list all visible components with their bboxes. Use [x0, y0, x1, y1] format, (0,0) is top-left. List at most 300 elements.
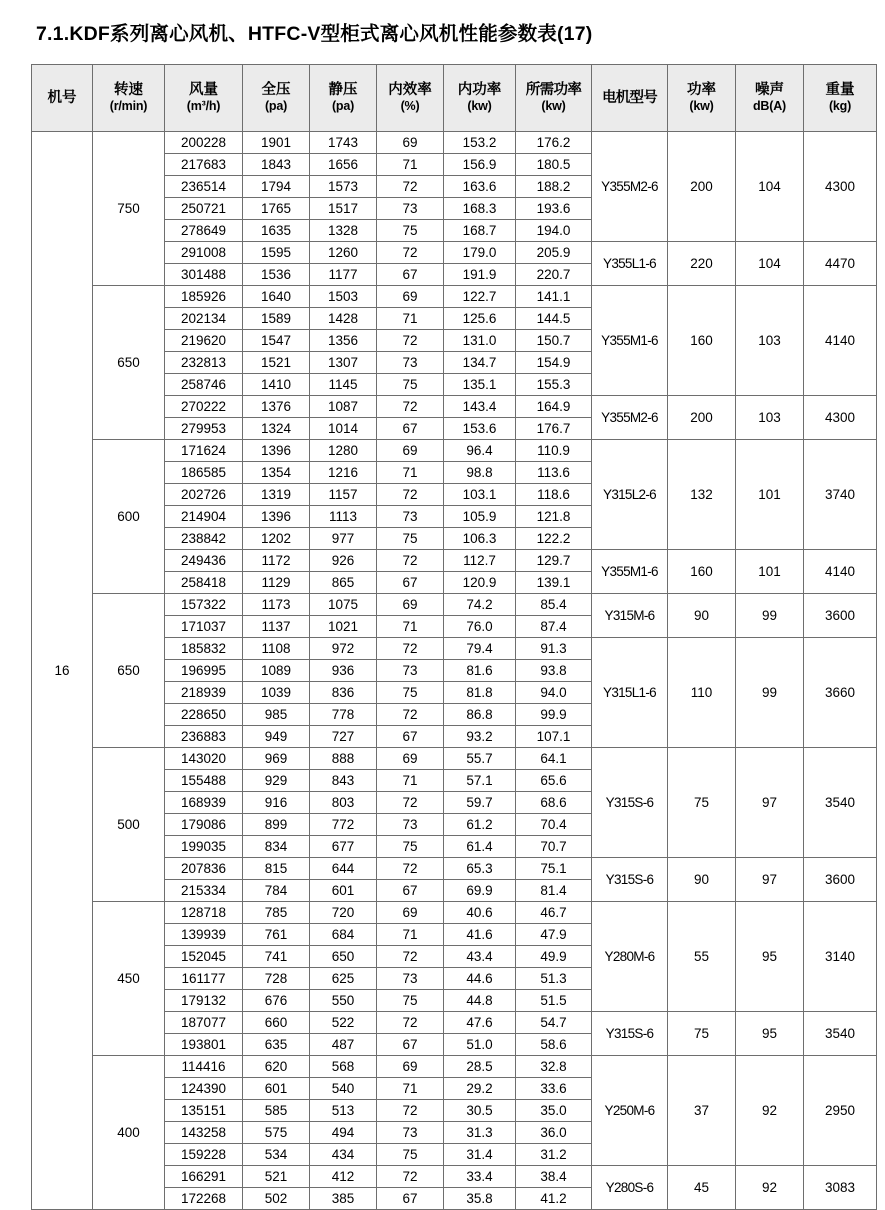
- column-header-6: [377, 65, 444, 132]
- rotation-speed-cell: 600: [93, 440, 165, 594]
- efficiency-cell: 67: [377, 880, 444, 902]
- motor-power-cell: 55: [668, 902, 736, 1012]
- inner-power-cell: 106.3: [444, 528, 516, 550]
- air-volume-cell: 157322: [165, 594, 243, 616]
- inner-power-cell: 93.2: [444, 726, 516, 748]
- total-pressure-cell: 1595: [243, 242, 310, 264]
- required-power-cell: 220.7: [516, 264, 592, 286]
- air-volume-cell: 179132: [165, 990, 243, 1012]
- static-pressure-cell: 1428: [310, 308, 377, 330]
- total-pressure-cell: 1901: [243, 132, 310, 154]
- column-header-unit: (kw): [467, 99, 492, 114]
- inner-power-cell: 131.0: [444, 330, 516, 352]
- total-pressure-cell: 785: [243, 902, 310, 924]
- total-pressure-cell: 676: [243, 990, 310, 1012]
- efficiency-cell: 69: [377, 286, 444, 308]
- efficiency-cell: 69: [377, 132, 444, 154]
- static-pressure-cell: 865: [310, 572, 377, 594]
- air-volume-cell: 250721: [165, 198, 243, 220]
- required-power-cell: 94.0: [516, 682, 592, 704]
- static-pressure-cell: 1356: [310, 330, 377, 352]
- efficiency-cell: 72: [377, 1166, 444, 1188]
- inner-power-cell: 81.6: [444, 660, 516, 682]
- air-volume-cell: 278649: [165, 220, 243, 242]
- weight-cell: 3083: [804, 1166, 877, 1210]
- motor-model-cell: Y315S-6: [592, 858, 668, 902]
- column-header-3: [165, 65, 243, 132]
- motor-power-cell: 45: [668, 1166, 736, 1210]
- efficiency-cell: 67: [377, 418, 444, 440]
- weight-cell: 4470: [804, 242, 877, 286]
- air-volume-cell: 236514: [165, 176, 243, 198]
- total-pressure-cell: 1137: [243, 616, 310, 638]
- efficiency-cell: 75: [377, 374, 444, 396]
- inner-power-cell: 122.7: [444, 286, 516, 308]
- static-pressure-cell: 1177: [310, 264, 377, 286]
- air-volume-cell: 155488: [165, 770, 243, 792]
- weight-cell: 3540: [804, 1012, 877, 1056]
- weight-cell: 3660: [804, 638, 877, 748]
- static-pressure-cell: 625: [310, 968, 377, 990]
- total-pressure-cell: 784: [243, 880, 310, 902]
- table-row: [32, 1056, 877, 1078]
- required-power-cell: 113.6: [516, 462, 592, 484]
- required-power-cell: 193.6: [516, 198, 592, 220]
- air-volume-cell: 219620: [165, 330, 243, 352]
- air-volume-cell: 249436: [165, 550, 243, 572]
- air-volume-cell: 168939: [165, 792, 243, 814]
- efficiency-cell: 72: [377, 484, 444, 506]
- static-pressure-cell: 727: [310, 726, 377, 748]
- required-power-cell: 107.1: [516, 726, 592, 748]
- air-volume-cell: 200228: [165, 132, 243, 154]
- static-pressure-cell: 434: [310, 1144, 377, 1166]
- motor-model-cell: Y355M1-6: [592, 286, 668, 396]
- weight-cell: 2950: [804, 1056, 877, 1166]
- total-pressure-cell: 929: [243, 770, 310, 792]
- required-power-cell: 31.2: [516, 1144, 592, 1166]
- efficiency-cell: 75: [377, 836, 444, 858]
- inner-power-cell: 156.9: [444, 154, 516, 176]
- efficiency-cell: 75: [377, 528, 444, 550]
- air-volume-cell: 179086: [165, 814, 243, 836]
- inner-power-cell: 61.2: [444, 814, 516, 836]
- air-volume-cell: 214904: [165, 506, 243, 528]
- noise-level-cell: 101: [736, 550, 804, 594]
- inner-power-cell: 81.8: [444, 682, 516, 704]
- inner-power-cell: 44.6: [444, 968, 516, 990]
- motor-model-cell: Y355M2-6: [592, 396, 668, 440]
- air-volume-cell: 258746: [165, 374, 243, 396]
- noise-level-cell: 95: [736, 1012, 804, 1056]
- required-power-cell: 33.6: [516, 1078, 592, 1100]
- rotation-speed-cell: 650: [93, 594, 165, 748]
- static-pressure-cell: 1573: [310, 176, 377, 198]
- motor-power-cell: 200: [668, 132, 736, 242]
- column-header-11: [736, 65, 804, 132]
- efficiency-cell: 72: [377, 176, 444, 198]
- required-power-cell: 47.9: [516, 924, 592, 946]
- motor-model-cell: Y355M1-6: [592, 550, 668, 594]
- efficiency-cell: 67: [377, 572, 444, 594]
- inner-power-cell: 153.6: [444, 418, 516, 440]
- required-power-cell: 51.3: [516, 968, 592, 990]
- efficiency-cell: 75: [377, 220, 444, 242]
- column-header-unit: (pa): [331, 99, 355, 114]
- static-pressure-cell: 926: [310, 550, 377, 572]
- total-pressure-cell: 834: [243, 836, 310, 858]
- column-header-4: [243, 65, 310, 132]
- efficiency-cell: 71: [377, 770, 444, 792]
- total-pressure-cell: 635: [243, 1034, 310, 1056]
- total-pressure-cell: 502: [243, 1188, 310, 1210]
- efficiency-cell: 73: [377, 352, 444, 374]
- required-power-cell: 85.4: [516, 594, 592, 616]
- static-pressure-cell: 494: [310, 1122, 377, 1144]
- inner-power-cell: 79.4: [444, 638, 516, 660]
- efficiency-cell: 72: [377, 638, 444, 660]
- static-pressure-cell: 1517: [310, 198, 377, 220]
- column-header-unit: (%): [400, 99, 420, 114]
- column-header-1: [32, 65, 93, 132]
- total-pressure-cell: 899: [243, 814, 310, 836]
- total-pressure-cell: 1547: [243, 330, 310, 352]
- static-pressure-cell: 540: [310, 1078, 377, 1100]
- noise-level-cell: 95: [736, 902, 804, 1012]
- air-volume-cell: 199035: [165, 836, 243, 858]
- air-volume-cell: 166291: [165, 1166, 243, 1188]
- air-volume-cell: 196995: [165, 660, 243, 682]
- weight-cell: 4140: [804, 550, 877, 594]
- column-header-label: 电机型号: [602, 89, 657, 106]
- efficiency-cell: 72: [377, 1100, 444, 1122]
- column-header-unit: dB(A): [752, 99, 786, 114]
- inner-power-cell: 153.2: [444, 132, 516, 154]
- required-power-cell: 194.0: [516, 220, 592, 242]
- inner-power-cell: 31.3: [444, 1122, 516, 1144]
- efficiency-cell: 71: [377, 1078, 444, 1100]
- inner-power-cell: 179.0: [444, 242, 516, 264]
- air-volume-cell: 301488: [165, 264, 243, 286]
- required-power-cell: 180.5: [516, 154, 592, 176]
- inner-power-cell: 30.5: [444, 1100, 516, 1122]
- total-pressure-cell: 1843: [243, 154, 310, 176]
- total-pressure-cell: 1173: [243, 594, 310, 616]
- required-power-cell: 75.1: [516, 858, 592, 880]
- static-pressure-cell: 513: [310, 1100, 377, 1122]
- inner-power-cell: 59.7: [444, 792, 516, 814]
- motor-power-cell: 75: [668, 1012, 736, 1056]
- motor-model-cell: Y355L1-6: [592, 242, 668, 286]
- inner-power-cell: 51.0: [444, 1034, 516, 1056]
- air-volume-cell: 114416: [165, 1056, 243, 1078]
- table-row: [32, 748, 877, 770]
- total-pressure-cell: 1319: [243, 484, 310, 506]
- required-power-cell: 64.1: [516, 748, 592, 770]
- noise-level-cell: 103: [736, 286, 804, 396]
- required-power-cell: 205.9: [516, 242, 592, 264]
- inner-power-cell: 65.3: [444, 858, 516, 880]
- inner-power-cell: 103.1: [444, 484, 516, 506]
- total-pressure-cell: 1410: [243, 374, 310, 396]
- air-volume-cell: 279953: [165, 418, 243, 440]
- total-pressure-cell: 1396: [243, 440, 310, 462]
- static-pressure-cell: 772: [310, 814, 377, 836]
- column-header-unit: (kw): [689, 99, 714, 114]
- total-pressure-cell: 969: [243, 748, 310, 770]
- total-pressure-cell: 1376: [243, 396, 310, 418]
- motor-model-cell: Y355M2-6: [592, 132, 668, 242]
- inner-power-cell: 28.5: [444, 1056, 516, 1078]
- efficiency-cell: 73: [377, 506, 444, 528]
- efficiency-cell: 67: [377, 1188, 444, 1210]
- inner-power-cell: 69.9: [444, 880, 516, 902]
- static-pressure-cell: 522: [310, 1012, 377, 1034]
- required-power-cell: 36.0: [516, 1122, 592, 1144]
- efficiency-cell: 73: [377, 198, 444, 220]
- weight-cell: 4140: [804, 286, 877, 396]
- inner-power-cell: 134.7: [444, 352, 516, 374]
- static-pressure-cell: 843: [310, 770, 377, 792]
- inner-power-cell: 40.6: [444, 902, 516, 924]
- weight-cell: 3540: [804, 748, 877, 858]
- table-row: [32, 132, 877, 154]
- static-pressure-cell: 412: [310, 1166, 377, 1188]
- machine-number-cell: 16: [32, 132, 93, 1210]
- static-pressure-cell: 977: [310, 528, 377, 550]
- total-pressure-cell: 660: [243, 1012, 310, 1034]
- motor-model-cell: Y280M-6: [592, 902, 668, 1012]
- required-power-cell: 141.1: [516, 286, 592, 308]
- inner-power-cell: 86.8: [444, 704, 516, 726]
- rotation-speed-cell: 400: [93, 1056, 165, 1210]
- static-pressure-cell: 1743: [310, 132, 377, 154]
- static-pressure-cell: 601: [310, 880, 377, 902]
- air-volume-cell: 171037: [165, 616, 243, 638]
- total-pressure-cell: 1039: [243, 682, 310, 704]
- column-header-label: 内功率: [457, 82, 502, 99]
- column-header-unit: (r/min): [109, 99, 148, 114]
- static-pressure-cell: 1145: [310, 374, 377, 396]
- static-pressure-cell: 936: [310, 660, 377, 682]
- air-volume-cell: 185832: [165, 638, 243, 660]
- motor-power-cell: 90: [668, 858, 736, 902]
- static-pressure-cell: 720: [310, 902, 377, 924]
- static-pressure-cell: 644: [310, 858, 377, 880]
- noise-level-cell: 104: [736, 242, 804, 286]
- column-header-2: [93, 65, 165, 132]
- inner-power-cell: 96.4: [444, 440, 516, 462]
- efficiency-cell: 72: [377, 242, 444, 264]
- air-volume-cell: 187077: [165, 1012, 243, 1034]
- noise-level-cell: 103: [736, 396, 804, 440]
- required-power-cell: 176.2: [516, 132, 592, 154]
- required-power-cell: 49.9: [516, 946, 592, 968]
- motor-model-cell: Y315S-6: [592, 748, 668, 858]
- air-volume-cell: 236883: [165, 726, 243, 748]
- inner-power-cell: 29.2: [444, 1078, 516, 1100]
- static-pressure-cell: 1656: [310, 154, 377, 176]
- noise-level-cell: 92: [736, 1056, 804, 1166]
- required-power-cell: 81.4: [516, 880, 592, 902]
- efficiency-cell: 69: [377, 1056, 444, 1078]
- motor-power-cell: 110: [668, 638, 736, 748]
- efficiency-cell: 73: [377, 814, 444, 836]
- weight-cell: 3600: [804, 858, 877, 902]
- rotation-speed-cell: 650: [93, 286, 165, 440]
- efficiency-cell: 73: [377, 660, 444, 682]
- air-volume-cell: 193801: [165, 1034, 243, 1056]
- required-power-cell: 41.2: [516, 1188, 592, 1210]
- column-header-9: [592, 65, 668, 132]
- column-header-label: 内效率: [388, 82, 432, 99]
- inner-power-cell: 105.9: [444, 506, 516, 528]
- inner-power-cell: 57.1: [444, 770, 516, 792]
- required-power-cell: 176.7: [516, 418, 592, 440]
- static-pressure-cell: 684: [310, 924, 377, 946]
- total-pressure-cell: 761: [243, 924, 310, 946]
- total-pressure-cell: 620: [243, 1056, 310, 1078]
- air-volume-cell: 143020: [165, 748, 243, 770]
- air-volume-cell: 270222: [165, 396, 243, 418]
- efficiency-cell: 71: [377, 154, 444, 176]
- required-power-cell: 70.4: [516, 814, 592, 836]
- inner-power-cell: 31.4: [444, 1144, 516, 1166]
- efficiency-cell: 73: [377, 968, 444, 990]
- noise-level-cell: 97: [736, 748, 804, 858]
- static-pressure-cell: 1280: [310, 440, 377, 462]
- column-header-5: [310, 65, 377, 132]
- air-volume-cell: 215334: [165, 880, 243, 902]
- inner-power-cell: 163.6: [444, 176, 516, 198]
- static-pressure-cell: 1075: [310, 594, 377, 616]
- static-pressure-cell: 1503: [310, 286, 377, 308]
- column-header-label: 功率: [687, 82, 716, 99]
- total-pressure-cell: 521: [243, 1166, 310, 1188]
- required-power-cell: 70.7: [516, 836, 592, 858]
- column-header-unit: (m³/h): [186, 99, 221, 114]
- air-volume-cell: 143258: [165, 1122, 243, 1144]
- fan-performance-table: [31, 64, 877, 1210]
- required-power-cell: 65.6: [516, 770, 592, 792]
- efficiency-cell: 71: [377, 462, 444, 484]
- air-volume-cell: 202726: [165, 484, 243, 506]
- static-pressure-cell: 487: [310, 1034, 377, 1056]
- motor-power-cell: 160: [668, 550, 736, 594]
- total-pressure-cell: 1396: [243, 506, 310, 528]
- motor-model-cell: Y280S-6: [592, 1166, 668, 1210]
- total-pressure-cell: 949: [243, 726, 310, 748]
- inner-power-cell: 74.2: [444, 594, 516, 616]
- air-volume-cell: 232813: [165, 352, 243, 374]
- inner-power-cell: 168.3: [444, 198, 516, 220]
- static-pressure-cell: 1087: [310, 396, 377, 418]
- air-volume-cell: 185926: [165, 286, 243, 308]
- air-volume-cell: 202134: [165, 308, 243, 330]
- required-power-cell: 154.9: [516, 352, 592, 374]
- page-title: 7.1.KDF系列离心风机、HTFC-V型柜式离心风机性能参数表(17): [36, 23, 593, 45]
- air-volume-cell: 258418: [165, 572, 243, 594]
- column-header-unit: (kw): [541, 99, 566, 114]
- static-pressure-cell: 385: [310, 1188, 377, 1210]
- inner-power-cell: 76.0: [444, 616, 516, 638]
- air-volume-cell: 238842: [165, 528, 243, 550]
- air-volume-cell: 217683: [165, 154, 243, 176]
- column-header-unit: (pa): [264, 99, 288, 114]
- efficiency-cell: 72: [377, 1012, 444, 1034]
- header-row: [32, 65, 877, 132]
- column-header-label: 所需功率: [525, 82, 582, 99]
- total-pressure-cell: 1354: [243, 462, 310, 484]
- motor-power-cell: 90: [668, 594, 736, 638]
- static-pressure-cell: 803: [310, 792, 377, 814]
- total-pressure-cell: 815: [243, 858, 310, 880]
- static-pressure-cell: 836: [310, 682, 377, 704]
- motor-model-cell: Y315L1-6: [592, 638, 668, 748]
- column-header-unit: (kg): [828, 99, 852, 114]
- total-pressure-cell: 1129: [243, 572, 310, 594]
- required-power-cell: 122.2: [516, 528, 592, 550]
- required-power-cell: 91.3: [516, 638, 592, 660]
- efficiency-cell: 72: [377, 550, 444, 572]
- required-power-cell: 150.7: [516, 330, 592, 352]
- air-volume-cell: 218939: [165, 682, 243, 704]
- noise-level-cell: 101: [736, 440, 804, 550]
- static-pressure-cell: 1328: [310, 220, 377, 242]
- table-header: [32, 65, 877, 132]
- required-power-cell: 99.9: [516, 704, 592, 726]
- column-header-label: 机号: [47, 89, 77, 106]
- required-power-cell: 129.7: [516, 550, 592, 572]
- air-volume-cell: 171624: [165, 440, 243, 462]
- column-header-label: 噪声: [755, 82, 784, 99]
- required-power-cell: 68.6: [516, 792, 592, 814]
- air-volume-cell: 172268: [165, 1188, 243, 1210]
- column-header-label: 转速: [114, 82, 143, 99]
- static-pressure-cell: 1260: [310, 242, 377, 264]
- air-volume-cell: 186585: [165, 462, 243, 484]
- inner-power-cell: 55.7: [444, 748, 516, 770]
- inner-power-cell: 33.4: [444, 1166, 516, 1188]
- air-volume-cell: 207836: [165, 858, 243, 880]
- table-body: [32, 132, 877, 1210]
- required-power-cell: 188.2: [516, 176, 592, 198]
- inner-power-cell: 125.6: [444, 308, 516, 330]
- motor-power-cell: 75: [668, 748, 736, 858]
- efficiency-cell: 71: [377, 616, 444, 638]
- motor-model-cell: Y315S-6: [592, 1012, 668, 1056]
- required-power-cell: 58.6: [516, 1034, 592, 1056]
- efficiency-cell: 67: [377, 264, 444, 286]
- noise-level-cell: 97: [736, 858, 804, 902]
- motor-power-cell: 160: [668, 286, 736, 396]
- air-volume-cell: 159228: [165, 1144, 243, 1166]
- noise-level-cell: 92: [736, 1166, 804, 1210]
- motor-model-cell: Y315L2-6: [592, 440, 668, 550]
- efficiency-cell: 73: [377, 1122, 444, 1144]
- table-row: [32, 286, 877, 308]
- total-pressure-cell: 1589: [243, 308, 310, 330]
- efficiency-cell: 67: [377, 1034, 444, 1056]
- static-pressure-cell: 568: [310, 1056, 377, 1078]
- static-pressure-cell: 1021: [310, 616, 377, 638]
- efficiency-cell: 71: [377, 308, 444, 330]
- required-power-cell: 118.6: [516, 484, 592, 506]
- required-power-cell: 54.7: [516, 1012, 592, 1034]
- efficiency-cell: 69: [377, 748, 444, 770]
- total-pressure-cell: 1089: [243, 660, 310, 682]
- performance-table-container: [31, 64, 856, 1210]
